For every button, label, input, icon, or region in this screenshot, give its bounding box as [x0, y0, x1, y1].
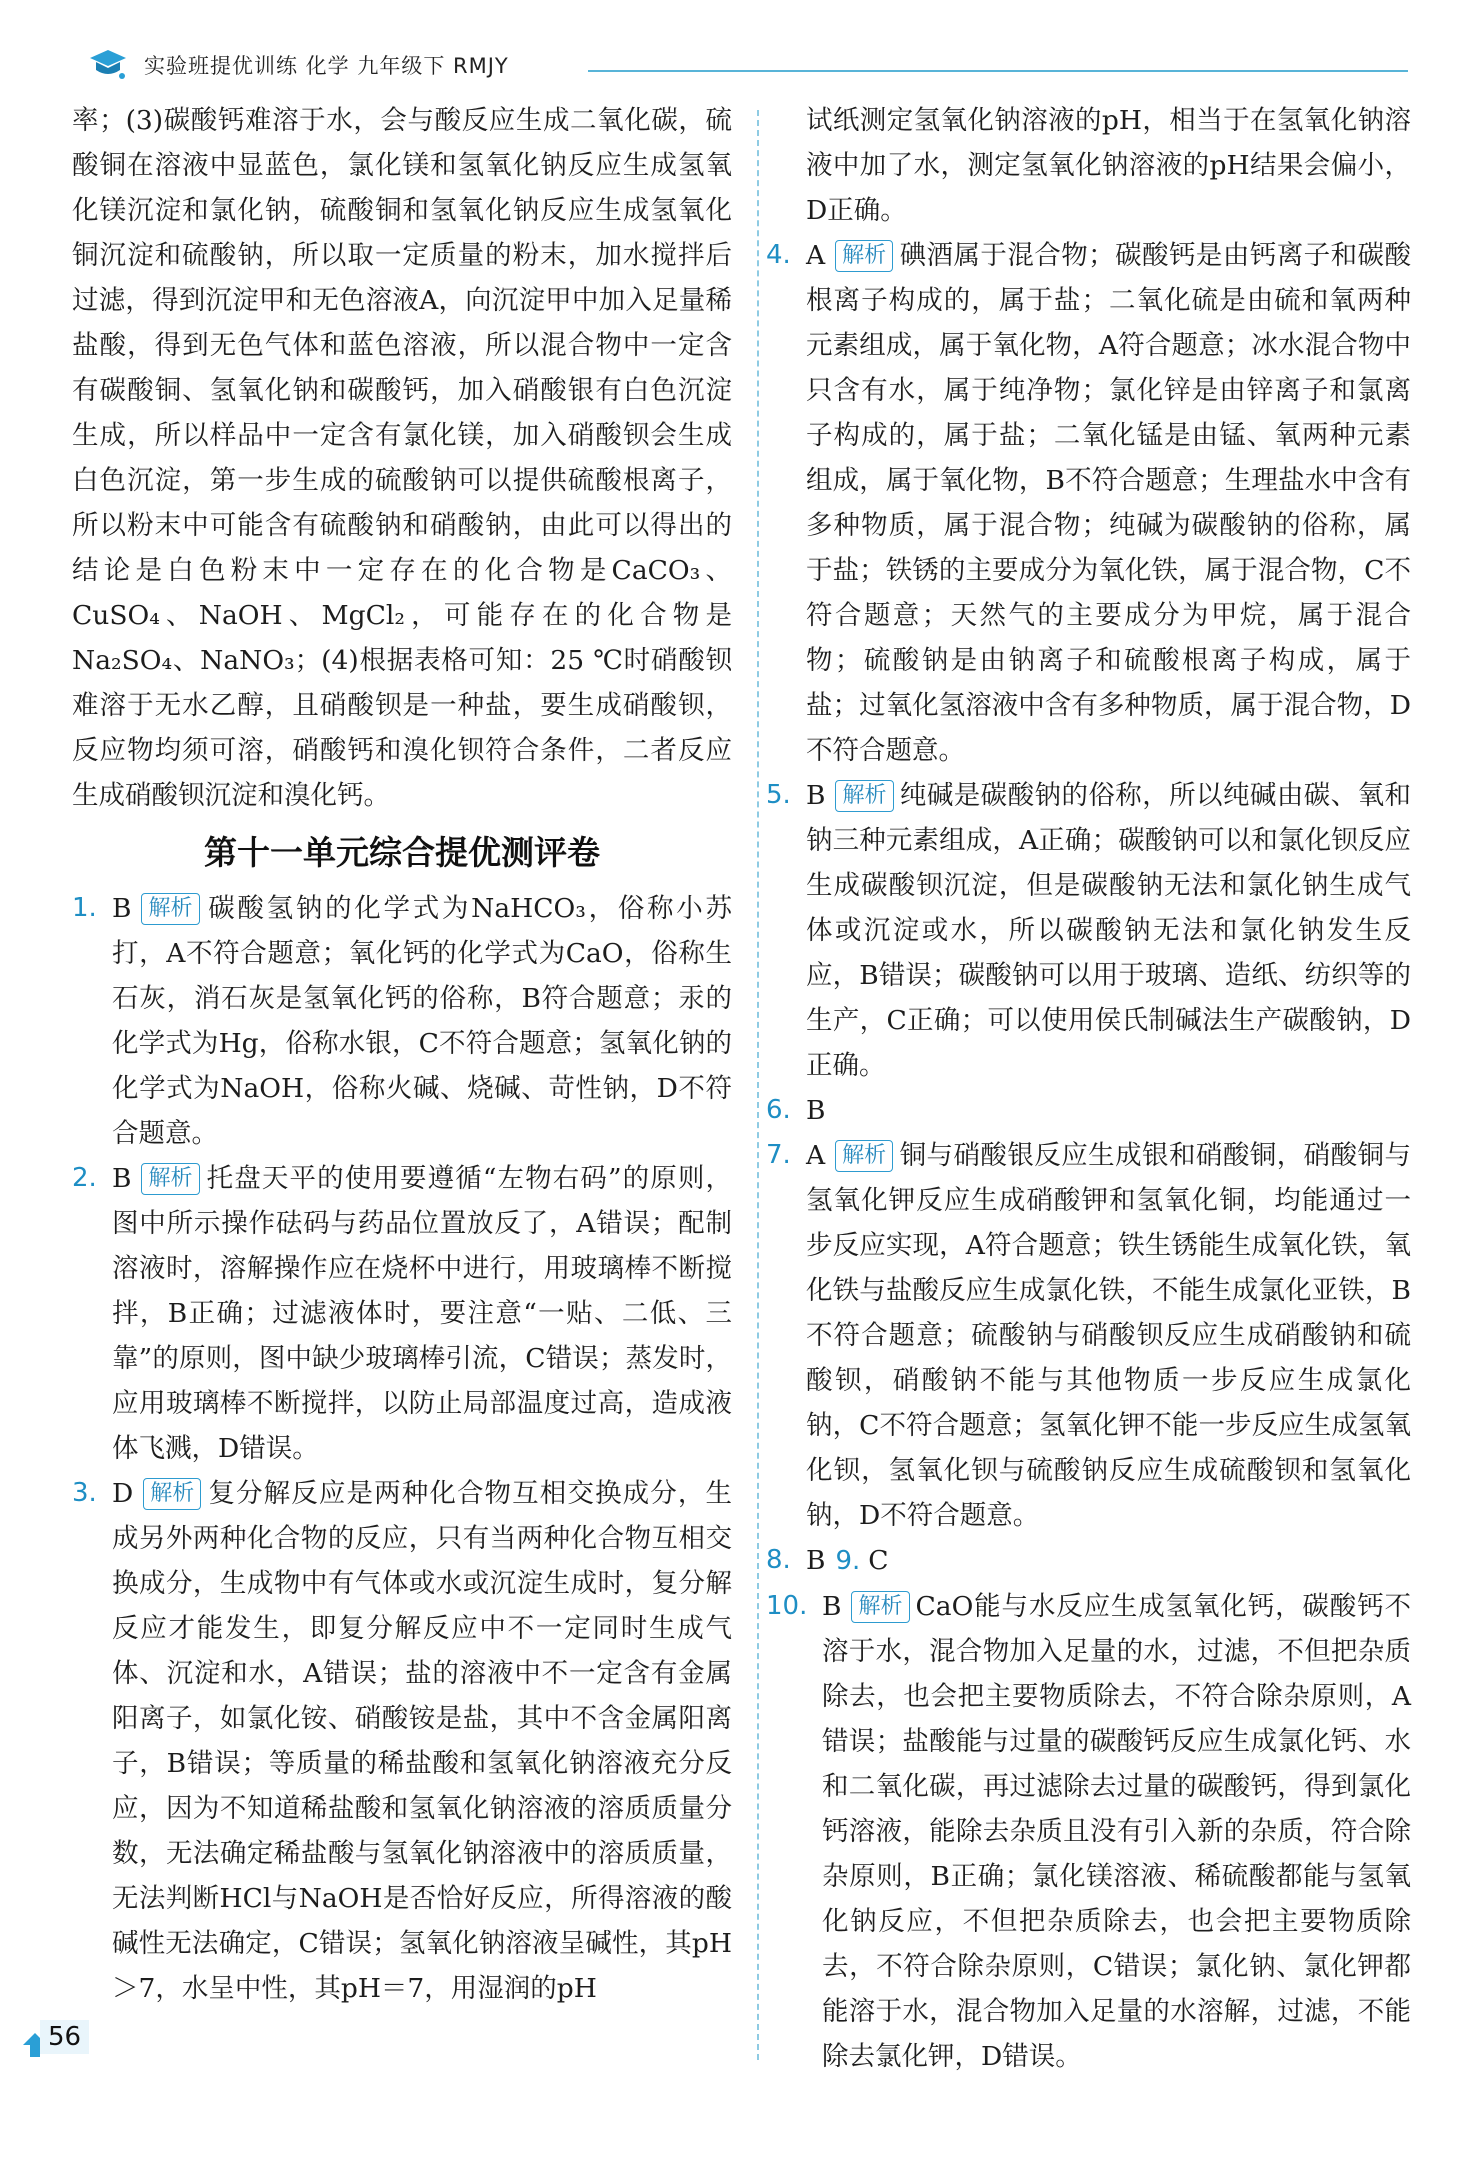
section-title: 第十一单元综合提优测评卷: [204, 833, 600, 872]
item-text: 托盘天平的使用要遵循“左物右码”的原则，图中所示操作砝码与药品位置放反了，A错误；配制溶液时，溶解操作应在烧杯中进行，用玻璃棒不断搅拌，B正确；过滤液体时，要注意“一贴、二低、三靠”的原则，图中缺少玻璃棒引流，C错误；蒸发时，应用玻璃棒不断搅拌，以防止局部温度过高，造成液体飞溅，D错误。: [112, 1163, 732, 1464]
item-number: 5.: [766, 780, 791, 810]
item-text: 铜与硝酸银反应生成银和硝酸铜，硝酸铜与氢氧化钾反应生成硝酸钾和氢氧化铜，均能通过一步反应实现，A符合题意；铁生锈能生成氧化铁，氧化铁与盐酸反应生成氯化铁，不能生成氯化亚铁，B不符合题意；硫酸钠与硝酸钡反应生成硝酸钠和硫酸钡，硝酸钠不能与其他物质一步反应生成氯化钠，C不符合题意；氢氧化钾不能一步反应生成氢氧化钡，氢氧化钡与硫酸钠反应生成硫酸钡和氢氧化钠，D不符合题意。: [806, 1140, 1411, 1531]
answer-item-10: [766, 1584, 1411, 2079]
continuation-text: 试纸测定氢氧化钠溶液的pH，相当于在氢氧化钠溶液中加了水，测定氢氧化钠溶液的pH结果会偏小，D正确。: [806, 105, 1411, 226]
item-number: 10.: [766, 1591, 808, 1621]
answer-item-1: [72, 886, 732, 1156]
item-text: CaO能与水反应生成氢氧化钙，碳酸钙不溶于水，混合物加入足量的水，过滤，不但把杂质除去，也会把主要物质除去，不符合除杂原则，A错误；盐酸能与过量的碳酸钙反应生成氯化钙、水和二氧化碳，再过滤除去过量的碳酸钙，得到氯化钙溶液，能除去杂质且没有引入新的杂质，符合除杂原则，B正确；氯化镁溶液、稀硫酸都能与氢氧化钠反应，不但把杂质除去，也会把主要物质除去，不符合除杂原则，C错误；氯化钠、氯化钾都能溶于水，混合物加入足量的水溶解，过滤，不能除去氯化钾，D错误。: [822, 1591, 1411, 2072]
header-rule: [588, 70, 1408, 72]
answer-item-2: [72, 1156, 732, 1471]
item-text: 复分解反应是两种化合物互相交换成分，生成另外两种化合物的反应，只有当两种化合物互相交换成分，生成物中有气体或水或沉淀生成时，复分解反应才能发生，即复分解反应中不一定同时生成气体、沉淀和水，A错误；盐的溶液中不一定含有金属阳离子，如氯化铵、硝酸铵是盐，其中不含金属阳离子，B错误；等质量的稀盐酸和氢氧化钠溶液充分反应，因为不知道稀盐酸和氢氧化钠溶液的溶质质量分数，无法确定稀盐酸与氢氧化钠溶液中的溶质质量，无法判断HCl与NaOH是否恰好反应，所得溶液的酸碱性无法确定，C错误；氢氧化钠溶液呈碱性，其pH＞7，水呈中性，其pH＝7，用湿润的pH: [112, 1478, 732, 2004]
header-title: 实验班提优训练 化学 九年级下 RMJY: [144, 54, 509, 78]
analysis-tag: 解析: [835, 1140, 893, 1172]
analysis-tag: 解析: [141, 1163, 199, 1195]
item-answer: B: [112, 893, 132, 924]
item-number: 6.: [766, 1095, 791, 1125]
item-number: 7.: [766, 1140, 791, 1170]
item-answer-second: C: [868, 1545, 889, 1576]
analysis-tag: 解析: [141, 893, 199, 925]
analysis-tag: 解析: [851, 1591, 909, 1623]
item-answer: B: [806, 1095, 826, 1126]
item-answer: B: [822, 1591, 842, 1622]
analysis-tag: 解析: [835, 780, 893, 812]
analysis-tag: 解析: [835, 240, 893, 272]
item-number: 8.: [766, 1545, 791, 1575]
column-divider: [757, 110, 759, 2060]
answer-item-3: [72, 1471, 732, 2011]
item-number-second: 9.: [835, 1546, 861, 1576]
item-number: 4.: [766, 240, 791, 270]
item-text: 纯碱是碳酸钠的俗称，所以纯碱由碳、氧和钠三种元素组成，A正确；碳酸钠可以和氯化钡反应生成碳酸钡沉淀，但是碳酸钠无法和氯化钠生成气体或沉淀或水，所以碳酸钠无法和氯化钠发生反应，B错误；碳酸钠可以用于玻璃、造纸、纺织等的生产，C正确；可以使用侯氏制碱法生产碳酸钠，D正确。: [806, 780, 1411, 1081]
answer-item-4: [766, 233, 1411, 773]
item-answer: B: [112, 1163, 132, 1194]
answer-item-6: [766, 1088, 1411, 1133]
item-answer: A: [806, 1140, 826, 1171]
analysis-tag: 解析: [143, 1478, 201, 1510]
right-column: [766, 98, 1411, 2079]
item-answer: A: [806, 240, 826, 271]
page-number: 56: [40, 2020, 89, 2054]
continuation-paragraph: [766, 98, 1411, 233]
intro-paragraph: 率；(3)碳酸钙难溶于水，会与酸反应生成二氧化碳，硫酸铜在溶液中显蓝色，氯化镁和氢氧化钠反应生成氢氧化镁沉淀和氯化钠，硫酸铜和氢氧化钠反应生成氢氧化铜沉淀和硫酸钠，所以取一定质量的粉末，加水搅拌后过滤，得到沉淀甲和无色溶液A，向沉淀甲中加入足量稀盐酸，得到无色气体和蓝色溶液，所以混合物中一定含有碳酸铜、氢氧化钠和碳酸钙，加入硝酸银有白色沉淀生成，所以样品中一定含有氯化镁，加入硝酸钡会生成白色沉淀，第一步生成的硫酸钠可以提供硫酸根离子，所以粉末中可能含有硫酸钠和硝酸钠，由此可以得出的结论是白色粉末中一定存在的化合物是CaCO₃、CuSO₄、NaOH、MgCl₂，可能存在的化合物是Na₂SO₄、NaNO₃；(4)根据表格可知：25 ℃时硝酸钡难溶于无水乙醇，且硝酸钡是一种盐，要生成硝酸钡，反应物均须可溶，硝酸钙和溴化钡符合条件，二者反应生成硝酸钡沉淀和溴化钙。: [72, 105, 732, 811]
item-answer: B: [806, 1545, 826, 1576]
item-number: 1.: [72, 893, 97, 923]
answer-item-8-9: [766, 1538, 1411, 1584]
item-answer: D: [112, 1478, 134, 1509]
item-number: 3.: [72, 1478, 97, 1508]
page-header: [88, 46, 1408, 86]
answer-item-7: [766, 1133, 1411, 1538]
item-answer: B: [806, 780, 826, 811]
answer-item-5: [766, 773, 1411, 1088]
item-text: 碳酸氢钠的化学式为NaHCO₃，俗称小苏打，A不符合题意；氧化钙的化学式为CaO，俗称生石灰，消石灰是氢氧化钙的俗称，B符合题意；汞的化学式为Hg，俗称水银，C不符合题意；氢氧化钠的化学式为NaOH，俗称火碱、烧碱、苛性钠，D不符合题意。: [112, 893, 732, 1149]
left-column: [72, 98, 732, 2011]
book-logo-icon: [88, 48, 128, 82]
item-text: 碘酒属于混合物；碳酸钙是由钙离子和碳酸根离子构成的，属于盐；二氧化硫是由硫和氧两种元素组成，属于氧化物，A符合题意；冰水混合物中只含有水，属于纯净物；氯化锌是由锌离子和氯离子构成的，属于盐；二氧化锰是由锰、氧两种元素组成，属于氧化物，B不符合题意；生理盐水中含有多种物质，属于混合物；纯碱为碳酸钠的俗称，属于盐；铁锈的主要成分为氧化铁，属于混合物，C不符合题意；天然气的主要成分为甲烷，属于混合物；硫酸钠是由钠离子和硫酸根离子构成，属于盐；过氧化氢溶液中含有多种物质，属于混合物，D不符合题意。: [806, 240, 1411, 766]
item-number: 2.: [72, 1163, 97, 1193]
